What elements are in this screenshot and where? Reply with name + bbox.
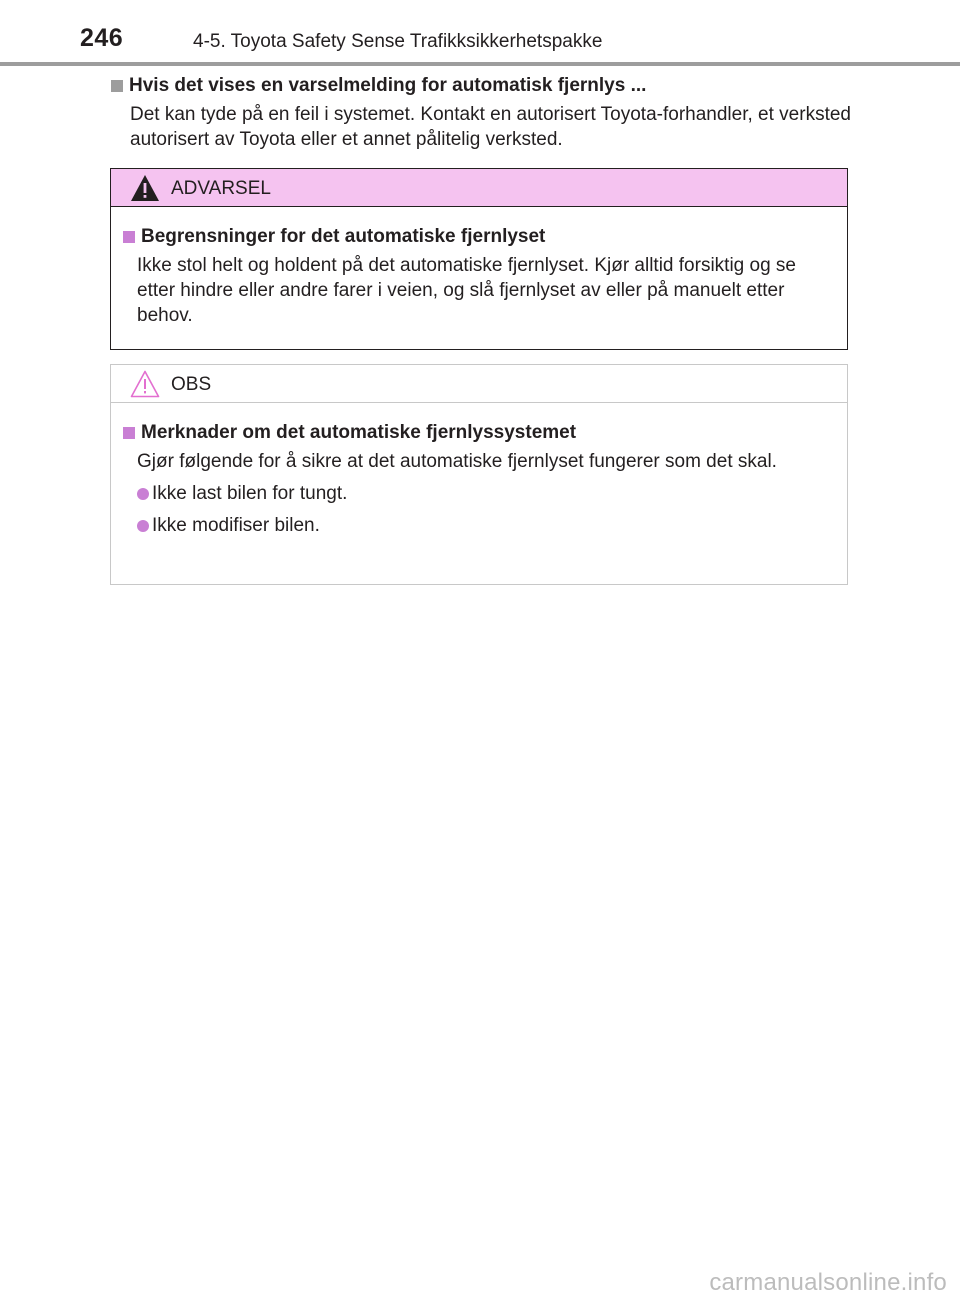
purple-dot-bullet-icon bbox=[137, 520, 149, 532]
warning-box-header bbox=[111, 169, 847, 207]
list-item bbox=[137, 514, 845, 538]
notice-body: Gjør følgende for å sikre at det automatiske fjernlyset fungerer som det skal. bbox=[137, 451, 777, 472]
notice-box-header bbox=[111, 365, 847, 403]
notice-heading-row bbox=[123, 421, 845, 445]
section-heading: Hvis det vises en varselmelding for automatisk fjernlys ... bbox=[129, 75, 647, 96]
warning-body: Ikke stol helt og holdent på det automatiske fjernlyset. Kjør alltid forsiktig og se etter hindre eller andre farer i veien, og slå fjernlyset av eller på manuelt etter behov. bbox=[137, 255, 796, 326]
warning-heading-row bbox=[123, 225, 845, 249]
section-automatic-high-beam-warning bbox=[111, 74, 851, 152]
notice-box-title: OBS bbox=[171, 374, 212, 395]
watermark: carmanualsonline.info bbox=[709, 1269, 947, 1296]
caution-triangle-outline-icon bbox=[129, 368, 161, 400]
notice-heading: Merknader om det automatiske fjernlyssystemet bbox=[141, 422, 577, 443]
list-item-text: Ikke last bilen for tungt. bbox=[152, 483, 348, 504]
section-body: Det kan tyde på en feil i systemet. Kontakt en autorisert Toyota-forhandler, et verksted autorisert av Toyota eller et annet pålitelig verksted. bbox=[130, 104, 851, 150]
warning-heading: Begrensninger for det automatiske fjernlyset bbox=[141, 226, 546, 247]
gray-square-bullet-icon bbox=[111, 80, 123, 92]
section-heading-row bbox=[111, 74, 851, 98]
page-number: 246 bbox=[80, 24, 124, 52]
warning-box-title: ADVARSEL bbox=[171, 178, 271, 199]
chapter-title: 4-5. Toyota Safety Sense Trafikksikkerhetspakke bbox=[193, 31, 603, 52]
notice-box bbox=[110, 364, 848, 585]
purple-square-bullet-icon bbox=[123, 231, 135, 243]
header-rule bbox=[0, 62, 960, 66]
purple-square-bullet-icon bbox=[123, 427, 135, 439]
page-header bbox=[0, 0, 960, 66]
warning-box-content bbox=[111, 207, 845, 328]
warning-box bbox=[110, 168, 848, 350]
list-item-text: Ikke modifiser bilen. bbox=[152, 515, 320, 536]
notice-box-content bbox=[111, 403, 845, 538]
purple-dot-bullet-icon bbox=[137, 488, 149, 500]
list-item bbox=[137, 482, 845, 506]
warning-triangle-icon bbox=[129, 172, 161, 204]
